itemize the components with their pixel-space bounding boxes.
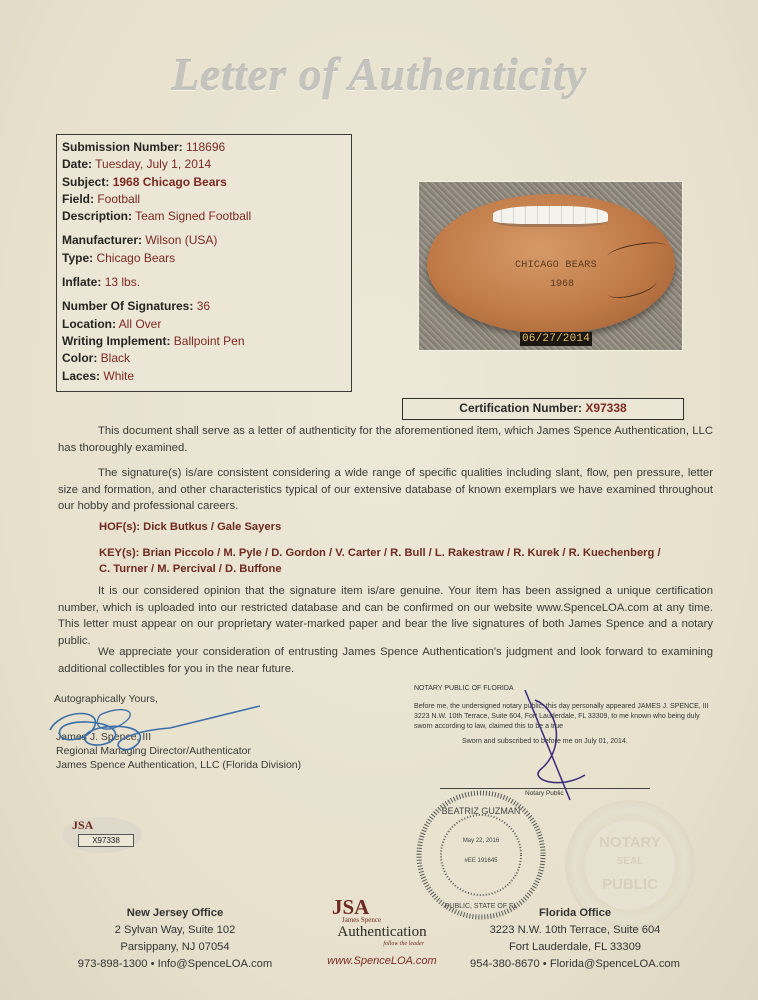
paragraph-appreciation: We appreciate your consideration of entrusting James Spence Authentication's judgment and look forward to examining additional collectibles for you in the near future. (58, 646, 713, 675)
detail-inflate: Inflate: 13 lbs. (62, 275, 141, 290)
football-image (427, 194, 675, 334)
detail-laces: Laces: White (62, 368, 135, 383)
detail-field: Field: Football (62, 191, 141, 206)
notary-embossed-seal: NOTARY SEAL PUBLIC (565, 800, 695, 930)
website-link[interactable]: www.SpenceLOA.com (327, 955, 437, 967)
football-laces (493, 206, 608, 227)
detail-writing-implement: Writing Implement: Ballpoint Pen (62, 333, 245, 348)
new-jersey-office: New Jersey Office 2 Sylvan Way, Suite 102 Parsippany, NJ 07054 973-898-1300 • Info@SpenceLOA.com (75, 905, 275, 973)
signatory-name: James J. Spence, III (56, 731, 152, 743)
notary-sworn: Sworn and subscribed to before me on July 01, 2014. (462, 738, 628, 745)
photo-date-stamp: 06/27/2014 (522, 333, 591, 345)
nj-contact: 973-898-1300 • Info@SpenceLOA.com (77, 958, 273, 970)
detail-type: Type: Chicago Bears (62, 250, 176, 265)
football-photo (418, 181, 683, 351)
signature-closing: Autographically Yours, (54, 693, 158, 705)
detail-location: Location: All Over (62, 316, 162, 331)
svg-text:PUBLIC, STATE OF FL: PUBLIC, STATE OF FL (444, 903, 518, 910)
certification-number-box: Certification Number: X97338 (402, 398, 684, 420)
notary-signature-line (440, 788, 650, 789)
signatory-company: James Spence Authentication, LLC (Florida Division) (56, 759, 302, 771)
svg-text:May 22, 2016: May 22, 2016 (462, 838, 500, 844)
jsa-hologram-tag: JSA X97338 (62, 817, 142, 853)
football-stamp-team: CHICAGO BEARS (515, 260, 597, 271)
jsa-tag-number: X97338 (78, 834, 134, 847)
document-title: Letter of Authenticity (171, 49, 587, 100)
handwritten-signature (40, 700, 270, 770)
detail-color: Color: Black (62, 351, 131, 366)
hof-list: HOF(s): Dick Butkus / Gale Sayers (99, 521, 282, 533)
svg-text:#EE 191645: #EE 191645 (464, 858, 498, 864)
detail-date: Date: Tuesday, July 1, 2014 (62, 157, 212, 172)
florida-office: Florida Office 3223 N.W. 10th Terrace, Suite 604 Fort Lauderdale, FL 33309 954-380-8670 • Florida@SpenceLOA.com (460, 905, 690, 973)
item-details-box (56, 134, 352, 392)
signatory-title: Regional Managing Director/Authenticator (56, 745, 251, 757)
paragraph-consistency: The signature(s) is/are consistent considering a wide range of specific qualities including slant, flow, pen pressure, letter size and formation, and other characteristics typical of our extensive database of known exemplars we have examined throughout our hobby and professional careers. (58, 467, 713, 512)
certification-number: X97338 (585, 401, 627, 415)
detail-subject: Subject: 1968 Chicago Bears (62, 174, 227, 189)
notary-heading: NOTARY PUBLIC OF FLORIDA (414, 685, 514, 692)
notary-text: Before me, the undersigned notary public, this day personally appeared JAMES J. SPENCE, III 3223 N.W. 10th Terrace, Suite 604, Fort Lauderdale, FL 33309, to me known who being duly sworn according to law, claimed this to be a true (414, 703, 709, 730)
svg-text:BEATRIZ GUZMAN: BEATRIZ GUZMAN (441, 806, 521, 816)
paragraph-opinion: It is our considered opinion that the signature item is/are genuine. Your item has been assigned a unique certification number, which is uploaded into our restricted database and can be confirmed on our website www.SpenceLOA.com at any time. This letter must appear on our proprietary water-marked paper and bear the live signatures of both James Spence and a notary public. (58, 585, 713, 647)
detail-number-of-signatures: Number Of Signatures: 36 (62, 299, 211, 314)
detail-description: Description: Team Signed Football (62, 209, 252, 224)
jsa-logo: JSA James Spence Authentication follow the leader www.SpenceLOA.com (322, 898, 442, 967)
paragraph-intro: This document shall serve as a letter of authenticity for the aforementioned item, which James Spence Authentication, LLC has thoroughly examined. (58, 425, 713, 454)
notary-line-label: Notary Public (525, 790, 564, 797)
detail-submission-number: Submission Number: 118696 (62, 140, 226, 154)
key-list-line1: KEY(s): Brian Piccolo / M. Pyle / D. Gordon / V. Carter / R. Bull / L. Rakestraw / R. Kurek / R. Kuechenberg / (99, 547, 661, 559)
football-signature (606, 239, 668, 264)
fl-contact: 954-380-8670 • Florida@SpenceLOA.com (470, 958, 680, 970)
football-signature (606, 273, 659, 302)
football-stamp-year: 1968 (550, 279, 575, 290)
key-list-line2: C. Turner / M. Percival / D. Buffone (99, 563, 282, 575)
detail-manufacturer: Manufacturer: Wilson (USA) (62, 233, 218, 248)
